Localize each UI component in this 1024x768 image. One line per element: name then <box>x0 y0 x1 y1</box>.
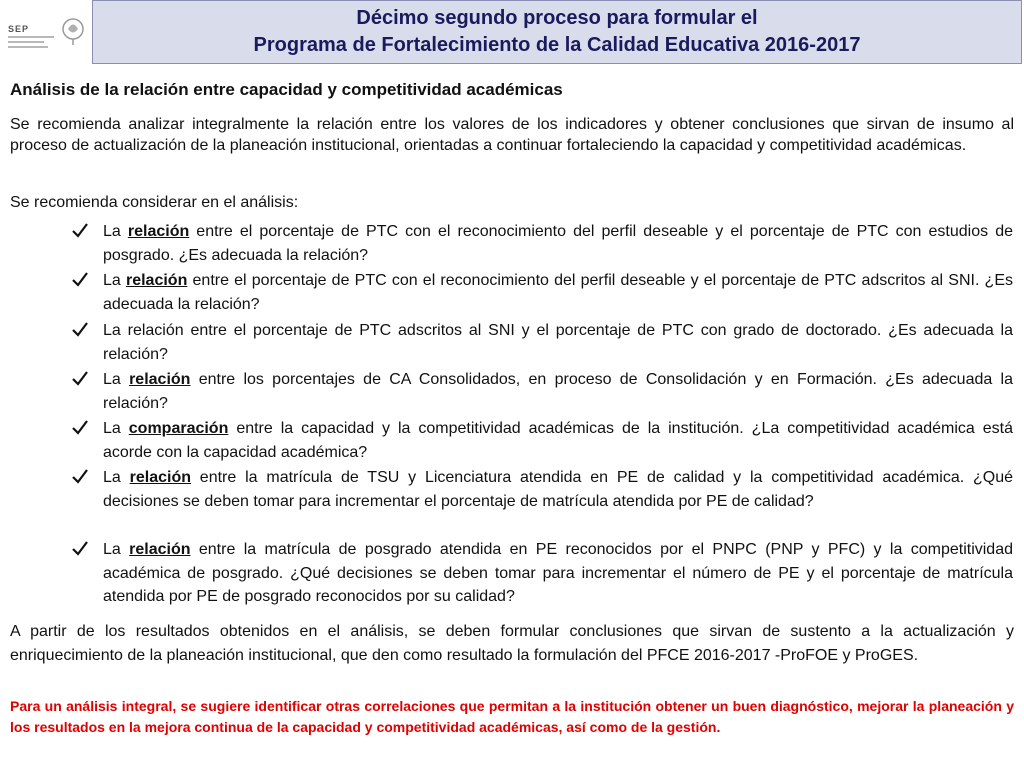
conclusion-paragraph: A partir de los resultados obtenidos en el análisis, se deben formular conclusiones que sirvan de sustento a la actualización y enriquecimiento de la planeación institucional, que den como resultado la formulación del PFCE 2016-2017 -ProFOE y ProGES. <box>10 623 1014 664</box>
bullet-keyword: comparación <box>128 420 229 437</box>
checkmark-icon <box>70 466 90 486</box>
bullet-text: La relación entre el porcentaje de PTC con el reconocimiento del perfil deseable y el porcentaje de PTC con estudios de posgrado. ¿Es adecuada la relación? <box>103 223 1013 264</box>
title-bar <box>92 0 1022 64</box>
intro-paragraph: Se recomienda analizar integralmente la relación entre los valores de los indicadores y obtener conclusiones que sirvan de insumo al proceso de actualización de la planeación institucional, orientadas a continuar fortaleciendo la capacidad y competitividad académicas. <box>10 116 1014 154</box>
checkmark-icon <box>70 368 90 388</box>
header <box>0 0 1024 66</box>
bullet-keyword: relación <box>129 469 191 486</box>
sep-logo <box>0 0 93 64</box>
bullet-text: La comparación entre la capacidad y la competitividad académicas de la institución. ¿La competitividad académica está acorde con la capacidad académica? <box>103 420 1013 461</box>
page-title-line-2: Programa de Fortalecimiento de la Calidad Educativa 2016-2017 <box>253 34 861 56</box>
bullet-keyword: relación <box>129 541 191 558</box>
checkmark-icon <box>70 220 90 240</box>
checkmark-icon <box>70 319 90 339</box>
checkmark-icon <box>70 417 90 437</box>
bullet-keyword: relación <box>129 371 191 388</box>
bullet-text: La relación entre el porcentaje de PTC con el reconocimiento del perfil deseable y el porcentaje de PTC adscritos al SNI. ¿Es adecuada la relación? <box>103 272 1014 313</box>
bullet-text: La relación entre la matrícula de posgrado atendida en PE reconocidos por el PNPC (PNP y PFC) y la competitividad académica de posgrado. ¿Qué decisiones se deben tomar para incrementar el número de PE y el porcentaje de matrícula atendida por PE de posgrado reconocidos por su calidad? <box>103 541 1013 605</box>
bullet-text: La relación entre la matrícula de TSU y Licenciatura atendida en PE de calidad y la competitividad académica. ¿Qué decisiones se deben tomar para incrementar el porcentaje de matrícula atendida por PE de calidad? <box>103 469 1013 510</box>
checkmark-icon <box>70 538 90 558</box>
consider-text: Se recomienda considerar en el análisis: <box>10 194 299 211</box>
note-paragraph: Para un análisis integral, se sugiere identificar otras correlaciones que permitan a la institución obtener un buen diagnóstico, mejorar la planeación y los resultados en la mejora continua de la capacidad y competitividad académicas, así como de la gestión. <box>10 698 1014 735</box>
logo-subtitle-lines <box>8 36 54 51</box>
bullet-text: La relación entre los porcentajes de CA Consolidados, en proceso de Consolidación y en Formación. ¿Es adecuada la relación? <box>103 371 1013 412</box>
checkmark-icon <box>70 269 90 289</box>
page-title-line-1: Décimo segundo proceso para formular el <box>356 7 758 29</box>
section-title: Análisis de la relación entre capacidad y competitividad académicas <box>10 80 563 99</box>
bullet-keyword: relación <box>127 223 190 240</box>
bullet-keyword: relación <box>125 272 188 289</box>
logo-text: SEP <box>8 24 30 34</box>
bullet-text: La relación entre el porcentaje de PTC adscritos al SNI y el porcentaje de PTC con grado de doctorado. ¿Es adecuada la relación? <box>103 322 1013 363</box>
crest-icon <box>60 14 86 48</box>
